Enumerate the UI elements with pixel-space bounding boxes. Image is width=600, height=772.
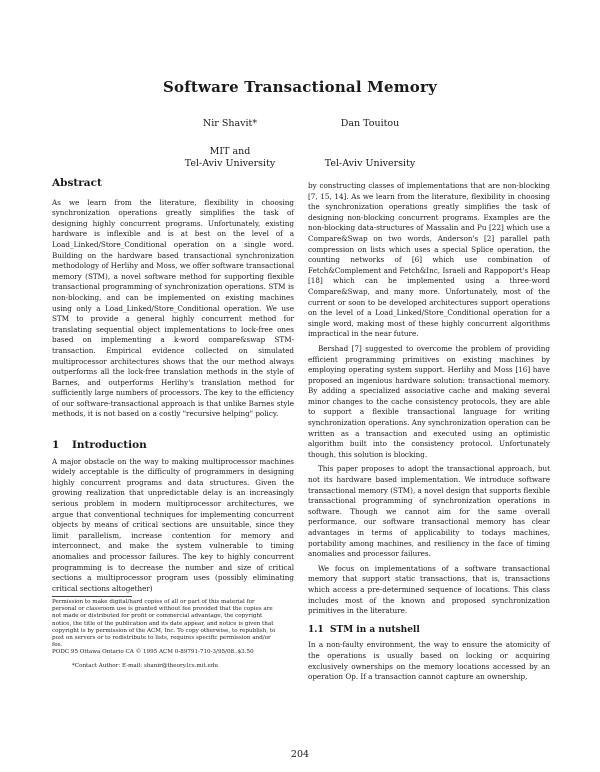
- subsection-paragraph: In a non-faulty environment, the way to ensure the atomicity of the operations is usually based on locking or acquiring exclusively ownerships on the memory locations accessed by an operation Op. If a transaction cannot capture an ownership,: [308, 640, 550, 682]
- intro-paragraph: Bershad [7] suggested to overcome the problem of providing efficient programming primitives on existing machines by employing operating system support. Herlihy and Moss [16] have proposed an ingenious hardware solution: transactional memory. By adding a specialized associative cache and making several minor changes to the cache consistency protocols, they are able to support a flexible transactional language for writing synchronization operations. Any synchronization operation can be written as a transaction and executed using an optimistic algorithm built into the consistency protocol. Unfortunately though, this solution is blocking.: [308, 343, 550, 459]
- abstract-text: As we learn from the literature, flexibility in choosing synchronization operations greatly simplifies the task of designing highly concurrent programs. Unfortunately, existing hardware is inflexible and is at best on the level of a Load_Linked/Store_Conditional operation on a single word. Building on the hardware based transactional synchronization methodology of Herlihy and Moss, we offer software transactional memory (STM), a novel software method for supporting flexible transactional programming of synchronization operations. STM is non-blocking, and can be implemented on existing machines using only a Load_Linked/Store_Conditional operation. We use STM to provide a general highly concurrent method for translating sequential object implementations to lock-free ones based on implementing a k-word compare&swap STM-transaction. Empirical evidence collected on simulated multiprocessor architectures shows that the our method always outperforms all the lock-free translation methods in the style of Barnes, and outperforms Herlihy's translation method for sufficiently large numbers of processors. The key to the efficiency of our software-transactional approach is that unlike Barnes style methods, it is not based on a costly "recursive helping" policy.: [52, 197, 294, 419]
- author-name: Dan Touitou: [340, 118, 400, 129]
- section-number: 1: [52, 439, 60, 452]
- subsection-title: STM in a nutshell: [330, 624, 420, 635]
- subsection-heading: [308, 625, 550, 636]
- right-column: [308, 181, 550, 687]
- page-number: 204: [290, 749, 310, 760]
- paper-title: Software Transactional Memory: [162, 78, 438, 96]
- permission-notice: Permission to make digital/hard copies of all or part of this material for personal or classroom use is granted without fee provided that the copies are not made or distributed for profit or commercial advantage, the copyright notice, the title of the publication and its date appear, and notice is given that copyright is by permission of the ACM, Inc. To copy otherwise, to republish, to post on servers or to redistribute to lists, requires specific permission and/or fee.: [52, 599, 276, 649]
- author-affiliation-line: Tel-Aviv University: [324, 158, 416, 169]
- abstract-heading: Abstract: [52, 177, 102, 189]
- author-affiliation-line: MIT and: [209, 146, 251, 157]
- conference-line: PODC 95 Ottawa Ontario CA © 1995 ACM 0-89791-710-3/95/08..$3.50: [52, 649, 254, 656]
- intro-paragraph: A major obstacle on the way to making multiprocessor machines widely acceptable is the difficulty of programmers in designing highly concurrent programs and data structures. Given the growing realization that unpredictable delay is an increasingly serious problem in modern multiprocessor architectures, we argue that conventional techniques for implementing concurrent objects by means of critical sections are unsuitable, since they limit parallelism, increase contention for memory and interconnect, and make the system vulnerable to timing anomalies and processor failures. The key to highly concurrent programming is to decrease the number and size of critical sections a multiprocessor program uses (possibly eliminating critical sections altogether): [52, 456, 294, 593]
- author-name: Nir Shavit*: [202, 118, 258, 129]
- introduction-heading: [52, 440, 294, 451]
- intro-paragraph: This paper proposes to adopt the transactional approach, but not its hardware based implementation. We introduce software transactional memory (STM), a novel design that supports flexible transactional programming of synchronization operations in software. Though we cannot aim for the same overall performance, our software transactional memory has clear advantages in terms of applicability to todays machines, portability among machines, and resiliency in the face of timing anomalies and processor failures.: [308, 464, 550, 559]
- left-column: [52, 178, 294, 598]
- subsection-number: 1.1: [308, 624, 324, 635]
- intro-paragraph: by constructing classes of implementations that are non-blocking [7, 15, 14]. As we learn from the literature, flexibility in choosing the synchronization operations greatly simplifies the task of designing non-blocking concurrent programs. Examples are the non-blocking data-structures of Massalin and Pu [22] which use a Compare&Swap on two words, Anderson's [2] parallel path compression on lists which uses a special Splice operation, the counting networks of [6] which use combination of Fetch&Complement and Fetch&Inc, Israeli and Rappoport's Heap [18] which can be implemented using a three-word Compare&Swap, and many more. Unfortunately, most of the current or soon to be developed architectures support operations on the level of a Load_Linked/Store_Conditional operation for a single word, making most of these highly concurrent algorithms impractical in the near future.: [308, 181, 550, 339]
- footnote-block: [52, 596, 277, 670]
- contact-footnote: *Contact Author: E-mail: shanir@theory.lcs.mit.edu: [72, 662, 218, 669]
- footnote-rule: [52, 596, 132, 597]
- author-shavit: [160, 118, 300, 170]
- intro-paragraph: We focus on implementations of a software transactional memory that support static transactions, that is, transactions which access a pre-determined sequence of locations. This class includes most of the known and proposed synchronization primitives in the literature.: [308, 563, 550, 616]
- author-affiliation-line: Tel-Aviv University: [184, 158, 276, 169]
- section-title: Introduction: [72, 439, 147, 452]
- author-touitou: [300, 118, 440, 170]
